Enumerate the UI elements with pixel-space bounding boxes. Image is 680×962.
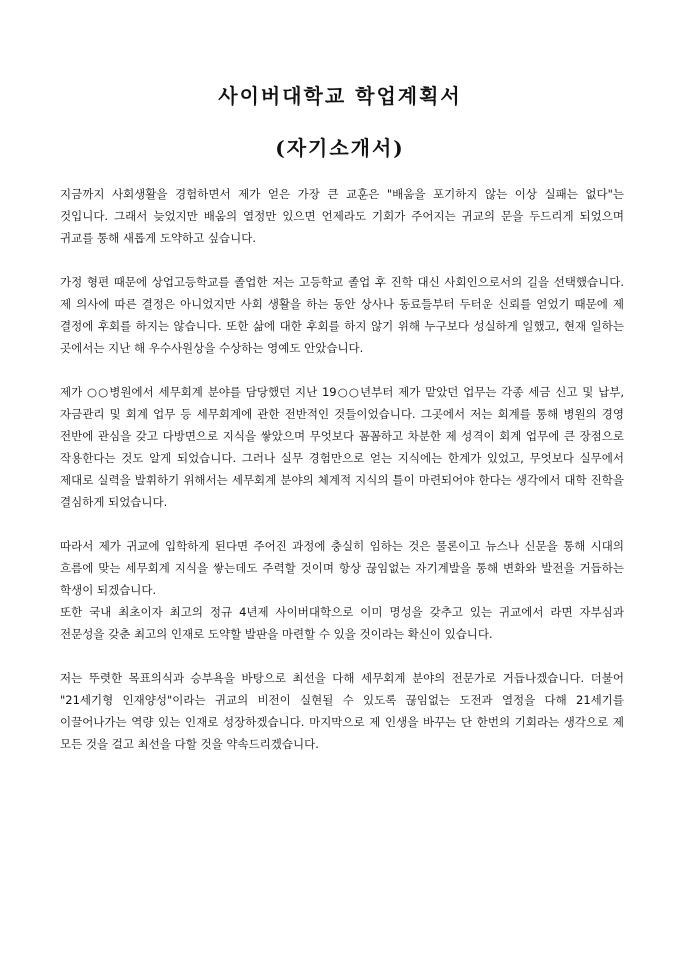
paragraph-closing xyxy=(60,667,624,755)
document-subtitle: (자기소개서) xyxy=(275,136,405,160)
paragraph-line: 또한 국내 최초이자 최고의 정규 4년제 사이버대학으로 이미 명성을 갖추고 있는 귀교에서 라면 자부심과 전문성을 갖춘 최고의 인재로 도약할 발판을 마련할 수 있을 것이라는 확신이 있습니다. xyxy=(60,605,624,641)
paragraph-plan xyxy=(60,535,624,645)
paragraph-background xyxy=(60,271,624,359)
paragraph-line: 저는 뚜렷한 목표의식과 승부욕을 바탕으로 최선을 다해 세무회계 분야의 전문가로 거듭나겠습니다. 더불어 "21세기형 인재양성"이라는 귀교의 비전이 실현될 수 있도록 끊임없는 도전과 열정을 다해 21세기를 이끌어나가는 역량 있는 인재로 성장하겠습니다. 마지막으로 제 인생을 바꾸는 단 한번의 기회라는 생각으로 제 모든 것을 걸고 최선을 다할 것을 약속드리겠습니다. xyxy=(60,671,624,751)
paragraph-experience xyxy=(60,381,624,513)
paragraph-line: 제가 ○○병원에서 세무회계 분야를 담당했던 지난 19○○년부터 제가 맡았던 업무는 각종 세금 신고 및 납부, 자금관리 및 회계 업무 등 세무회계에 관한 전반적인 것들이었습니다. 그곳에서 저는 회계를 통해 병원의 경영 전반에 관심을 갖고 다방면으로 지식을 쌓았으며 무엇보다 꼼꼼하고 차분한 제 성격이 회계 업무에 큰 장점으로 작용한다는 것도 알게 되었습니다. 그러나 실무 경험만으로 얻는 지식에는 한계가 있었고, 무엇보다 실무에서 제대로 실력을 발휘하기 위해서는 세무회계 분야의 체계적 지식의 틀이 마련되어야 한다는 생각에서 대학 진학을 결심하게 되었습니다. xyxy=(60,385,624,509)
paragraph-intro xyxy=(60,183,624,249)
paragraph-line: 지금까지 사회생활을 경험하면서 제가 얻은 가장 큰 교훈은 "배움을 포기하지 않는 이상 실패는 없다"는 것입니다. 그래서 늦었지만 배움의 열정만 있으면 언제라도 기회가 주어지는 귀교의 문을 두드리게 되었으며 귀교를 통해 새롭게 도약하고 싶습니다. xyxy=(60,187,624,245)
paragraph-line: 따라서 제가 귀교에 입학하게 된다면 주어진 과정에 충실히 임하는 것은 물론이고 뉴스나 신문을 통해 시대의 흐름에 맞는 세무회계 지식을 쌓는데도 주력할 것이며 항상 끊임없는 자기계발을 통해 변화와 발전을 거듭하는 학생이 되겠습니다. xyxy=(60,539,624,597)
document-title: 사이버대학교 학업계획서 xyxy=(218,84,462,108)
document-body xyxy=(60,183,624,777)
paragraph-line: 가정 형편 때문에 상업고등학교를 졸업한 저는 고등학교 졸업 후 진학 대신 사회인으로서의 길을 선택했습니다. 제 의사에 따른 결정은 아니었지만 사회 생활을 하는 동안 상사나 동료들부터 두터운 신뢰를 얻었기 때문에 제 결정에 후회를 하지는 않습니다. 또한 삶에 대한 후회를 하지 않기 위해 누구보다 성실하게 일했고, 현재 일하는 곳에서는 지난 해 우수사원상을 수상하는 영예도 안았습니다. xyxy=(60,275,624,355)
